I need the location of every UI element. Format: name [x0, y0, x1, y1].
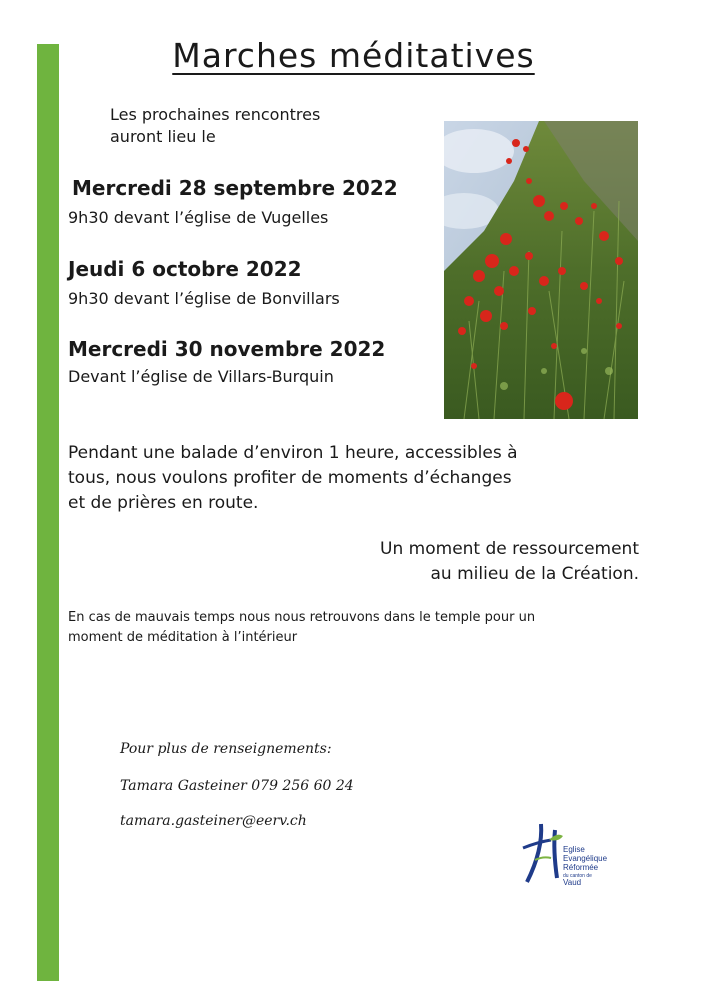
description-line-2: tous, nous voulons profiter de moments d’échanges — [68, 468, 512, 488]
event-date-3: Mercredi 30 novembre 2022 — [68, 337, 386, 361]
intro-line-2: auront lieu le — [110, 127, 216, 146]
intro-line-1: Les prochaines rencontres — [110, 105, 321, 124]
contact-name-phone: Tamara Gasteiner 079 256 60 24 — [120, 778, 354, 794]
contact-heading: Pour plus de renseignements: — [120, 741, 332, 757]
event-date-1: Mercredi 28 septembre 2022 — [72, 176, 398, 200]
poppy-field-photo — [444, 121, 638, 419]
event-place-1: 9h30 devant l’église de Vugelles — [68, 208, 329, 227]
event-place-2: 9h30 devant l’église de Bonvillars — [68, 289, 340, 308]
logo-text-line-5: Vaud — [563, 878, 582, 887]
logo-text-line-1: Eglise — [563, 845, 585, 854]
weather-note-line-1: En cas de mauvais temps nous nous retrouvons dans le temple pour un — [68, 610, 536, 625]
logo-text-line-3: Réformée — [563, 863, 599, 872]
logo-text-line-2: Evangélique — [563, 854, 608, 863]
page-title: Marches méditatives — [172, 36, 535, 75]
event-place-3: Devant l’église de Villars-Burquin — [68, 367, 334, 386]
contact-email[interactable]: tamara.gasteiner@eerv.ch — [120, 813, 307, 829]
eerv-logo — [513, 820, 623, 900]
tagline-line-2: au milieu de la Création. — [430, 564, 639, 584]
tagline-line-1: Un moment de ressourcement — [380, 539, 639, 559]
description-line-3: et de prières en route. — [68, 493, 259, 513]
logo-text-line-4: du canton de — [563, 873, 592, 879]
green-side-bar — [37, 44, 59, 981]
event-date-2: Jeudi 6 octobre 2022 — [68, 257, 302, 281]
description-line-1: Pendant une balade d’environ 1 heure, accessibles à — [68, 443, 518, 463]
weather-note-line-2: moment de méditation à l’intérieur — [68, 630, 298, 645]
